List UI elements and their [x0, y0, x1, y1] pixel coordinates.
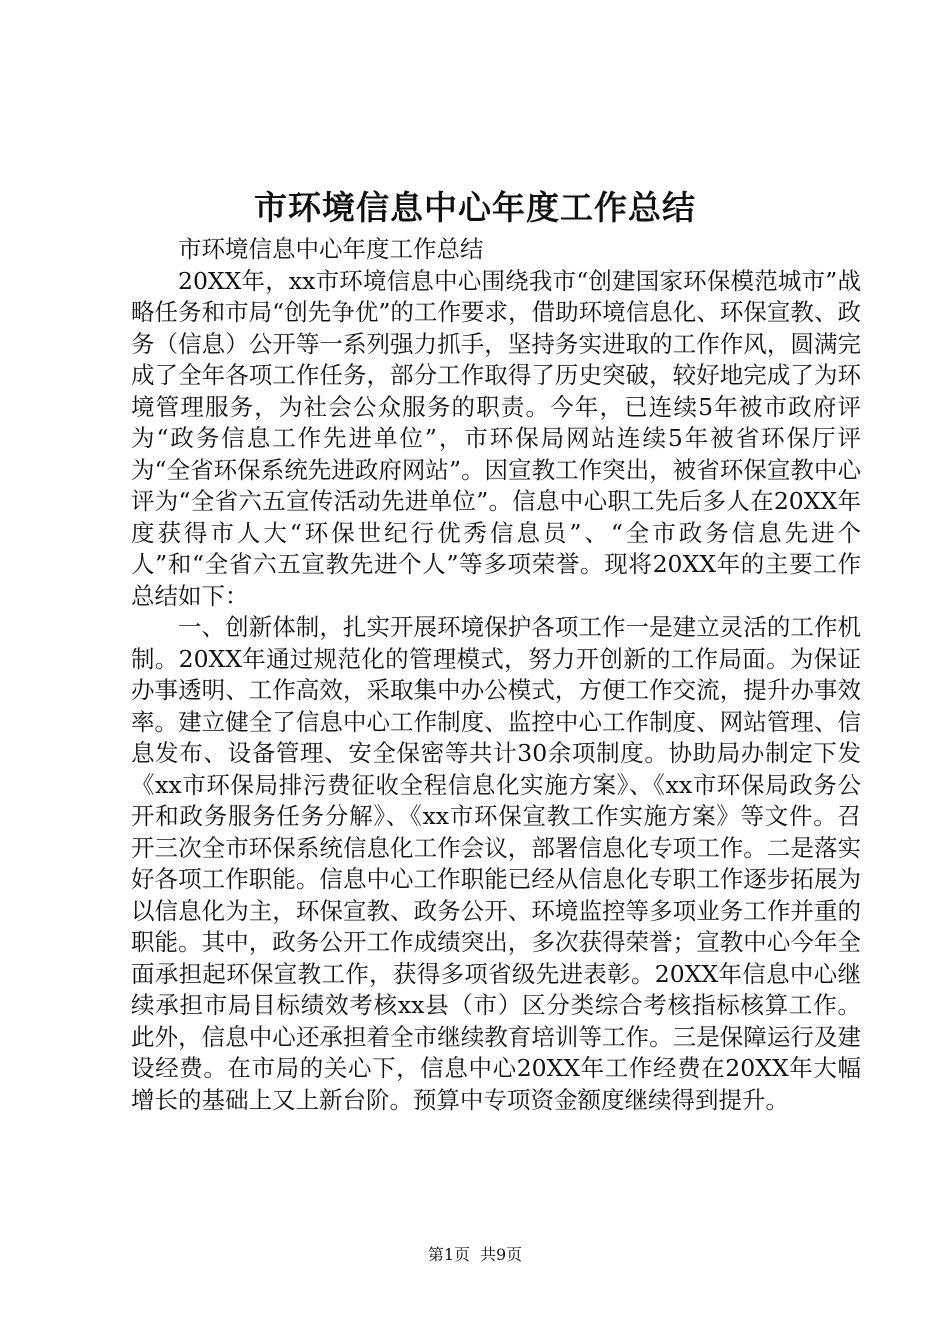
document-body	[131, 234, 861, 1116]
paragraph-subtitle: 市环境信息中心年度工作总结	[178, 235, 484, 263]
document-title: 市环境信息中心年度工作总结	[254, 188, 696, 227]
page-footer	[0, 1244, 950, 1266]
paragraph-intro: 20XX年，xx市环境信息中心围绕我市“创建国家环保模范城市”战略任务和市局“创先争优”的工作要求，借助环境信息化、环保宣教、政务（信息）公开等一系列强力抓手，坚持务实进取的工作作风，圆满完成了全年各项工作任务，部分工作取得了历史突破，较好地完成了为环境管理服务，为社会公众服务的职责。今年，已连续5年被市政府评为“政务信息工作先进单位”，市环保局网站连续5年被省环保厅评为“全省环保系统先进政府网站”。因宣教工作突出，被省环保宣教中心评为“全省六五宣传活动先进单位”。信息中心职工先后多人在20XX年度获得市人大“环保世纪行优秀信息员”、“全市政务信息先进个人”和“全省六五宣教先进个人”等多项荣誉。现将20XX年的主要工作总结如下：	[131, 266, 861, 610]
paragraph-section-one: 一、创新体制，扎实开展环境保护各项工作一是建立灵活的工作机制。20XX年通过规范化的管理模式，努力开创新的工作局面。为保证办事透明、工作高效，采取集中办公模式，方便工作交流，提升办事效率。建立健全了信息中心工作制度、监控中心工作制度、网站管理、信息发布、设备管理、安全保密等共计30余项制度。协助局办制定下发《xx市环保局排污费征收全程信息化实施方案》、《xx市环保局政务公开和政务服务任务分解》、《xx市环保宣教工作实施方案》等文件。召开三次全市环保系统信息化工作会议，部署信息化专项工作。二是落实好各项工作职能。信息中心工作职能已经从信息化专职工作逐步拓展为以信息化为主，环保宣教、政务公开、环境监控等多项业务工作并重的职能。其中，政务公开工作成绩突出，多次获得荣誉；宣教中心今年全面承担起环保宣教工作，获得多项省级先进表彰。20XX年信息中心继续承担市局目标绩效考核xx县（市）区分类综合考核指标核算工作。此外，信息中心还承担着全市继续教育培训等工作。三是保障运行及建设经费。在市局的关心下，信息中心20XX年工作经费在20XX年大幅增长的基础上又上新台阶。预算中专项资金额度继续得到提升。	[131, 613, 861, 1114]
page-number: 第1页	[427, 1245, 470, 1264]
page-total: 共9页	[480, 1245, 523, 1264]
